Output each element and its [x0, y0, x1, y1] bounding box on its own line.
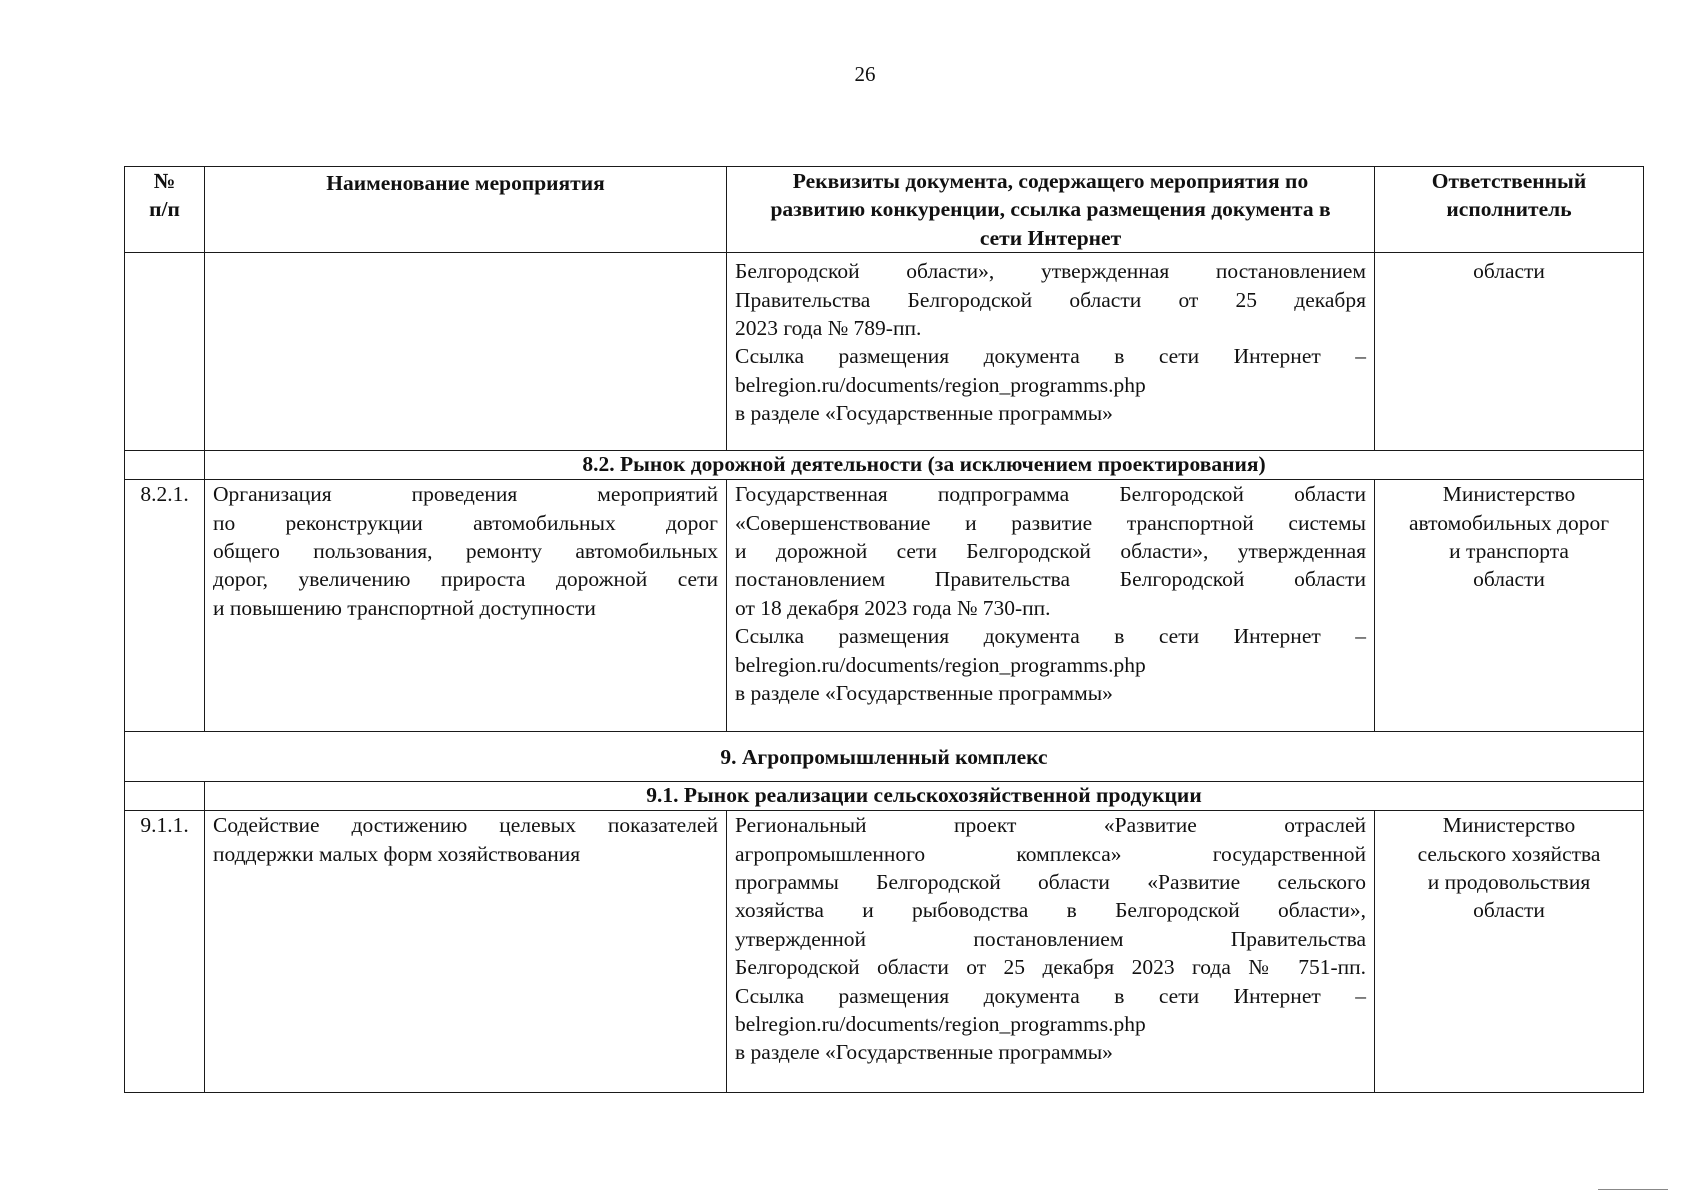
- name-line: Содействие достижению целевых показателей: [213, 813, 718, 838]
- requisites-line: belregion.ru/documents/region_programms.php: [735, 372, 1146, 397]
- cell-requisites: [727, 253, 1375, 451]
- requisites-line: Ссылка размещения документа в сети Интернет –: [735, 344, 1366, 369]
- cell-name-empty: [205, 253, 727, 451]
- name-line: поддержки малых форм хозяйствования: [213, 841, 581, 866]
- header-executor: Ответственный исполнитель: [1375, 167, 1644, 253]
- table-header-row: [125, 167, 1644, 253]
- executor-line: сельского хозяйства: [1417, 841, 1601, 866]
- cell-requisites: [727, 811, 1375, 1093]
- name-line: дорог, увеличению прироста дорожной сети: [213, 567, 718, 592]
- requisites-line: Региональный проект «Развитие отраслей: [735, 813, 1366, 838]
- requisites-line: belregion.ru/documents/region_programms.php: [735, 1012, 1146, 1037]
- requisites-line: Ссылка размещения документа в сети Интернет –: [735, 983, 1366, 1008]
- executor-line: и продовольствия: [1427, 870, 1591, 895]
- requisites-line: «Совершенствование и развитие транспортной системы: [735, 510, 1366, 535]
- requisites-line: от 18 декабря 2023 года № 730-пп.: [735, 595, 1051, 620]
- requisites-line: Белгородской области от 25 декабря 2023 года № 751-пп.: [735, 955, 1366, 980]
- executor-line: области: [1473, 567, 1545, 592]
- header-num: № п/п: [125, 167, 205, 253]
- requisites-line: утвержденной постановлением Правительства: [735, 926, 1366, 951]
- cell-executor: [1375, 253, 1644, 451]
- requisites-line: Правительства Белгородской области от 25 декабря: [735, 287, 1366, 312]
- executor-text: области: [1473, 259, 1545, 284]
- page-number: 26: [854, 62, 876, 86]
- requisites-line: 2023 года № 789-пп.: [735, 316, 922, 341]
- cell-num-empty: [125, 782, 205, 811]
- executor-line: области: [1473, 898, 1545, 923]
- cell-num-empty: [125, 451, 205, 480]
- executor-line: Министерство: [1442, 482, 1576, 507]
- name-line: Организация проведения мероприятий: [213, 482, 718, 507]
- cell-name: [205, 811, 727, 1093]
- row-number: 8.2.1.: [125, 480, 205, 732]
- cell-executor: [1375, 480, 1644, 732]
- row-number: 9.1.1.: [125, 811, 205, 1093]
- requisites-line: программы Белгородской области «Развитие сельского: [735, 870, 1366, 895]
- executor-line: и транспорта: [1449, 539, 1569, 564]
- section-row: [125, 732, 1644, 782]
- section-row: [125, 451, 1644, 480]
- table-row: [125, 811, 1644, 1093]
- table-row: [125, 480, 1644, 732]
- section-heading-9-1: 9.1. Рынок реализации сельскохозяйственной продукции: [205, 782, 1644, 811]
- requisites-line: хозяйства и рыбоводства в Белгородской области»,: [735, 898, 1366, 923]
- requisites-line: Белгородской области», утвержденная постановлением: [735, 259, 1366, 284]
- cell-name: [205, 480, 727, 732]
- requisites-line: в разделе «Государственные программы»: [735, 1040, 1113, 1065]
- cell-num-empty: [125, 253, 205, 451]
- cell-executor: [1375, 811, 1644, 1093]
- requisites-line: в разделе «Государственные программы»: [735, 681, 1113, 706]
- executor-line: автомобильных дорог: [1408, 510, 1610, 535]
- cell-requisites: [727, 480, 1375, 732]
- measures-table: [124, 166, 1644, 1093]
- section-heading-8-2: 8.2. Рынок дорожной деятельности (за исключением проектирования): [205, 451, 1644, 480]
- header-name: Наименование мероприятия: [205, 167, 727, 253]
- table-row-continued: [125, 253, 1644, 451]
- requisites-line: постановлением Правительства Белгородской области: [735, 567, 1366, 592]
- name-line: и повышению транспортной доступности: [213, 595, 596, 620]
- section-row: [125, 782, 1644, 811]
- requisites-line: Ссылка размещения документа в сети Интернет –: [735, 624, 1366, 649]
- requisites-line: belregion.ru/documents/region_programms.php: [735, 652, 1146, 677]
- scan-artifact-line: [1598, 1189, 1668, 1190]
- header-requisites: Реквизиты документа, содержащего мероприятия по развитию конкуренции, ссылка размещения документа в сети Интернет: [727, 167, 1375, 253]
- name-line: общего пользования, ремонту автомобильных: [213, 539, 718, 564]
- requisites-line: в разделе «Государственные программы»: [735, 401, 1113, 426]
- requisites-line: агропромышленного комплекса» государственной: [735, 841, 1366, 866]
- requisites-line: и дорожной сети Белгородской области», утвержденная: [735, 539, 1366, 564]
- executor-line: Министерство: [1442, 813, 1576, 838]
- section-heading-9: 9. Агропромышленный комплекс: [125, 732, 1644, 782]
- requisites-line: Государственная подпрограмма Белгородской области: [735, 482, 1366, 507]
- name-line: по реконструкции автомобильных дорог: [213, 510, 718, 535]
